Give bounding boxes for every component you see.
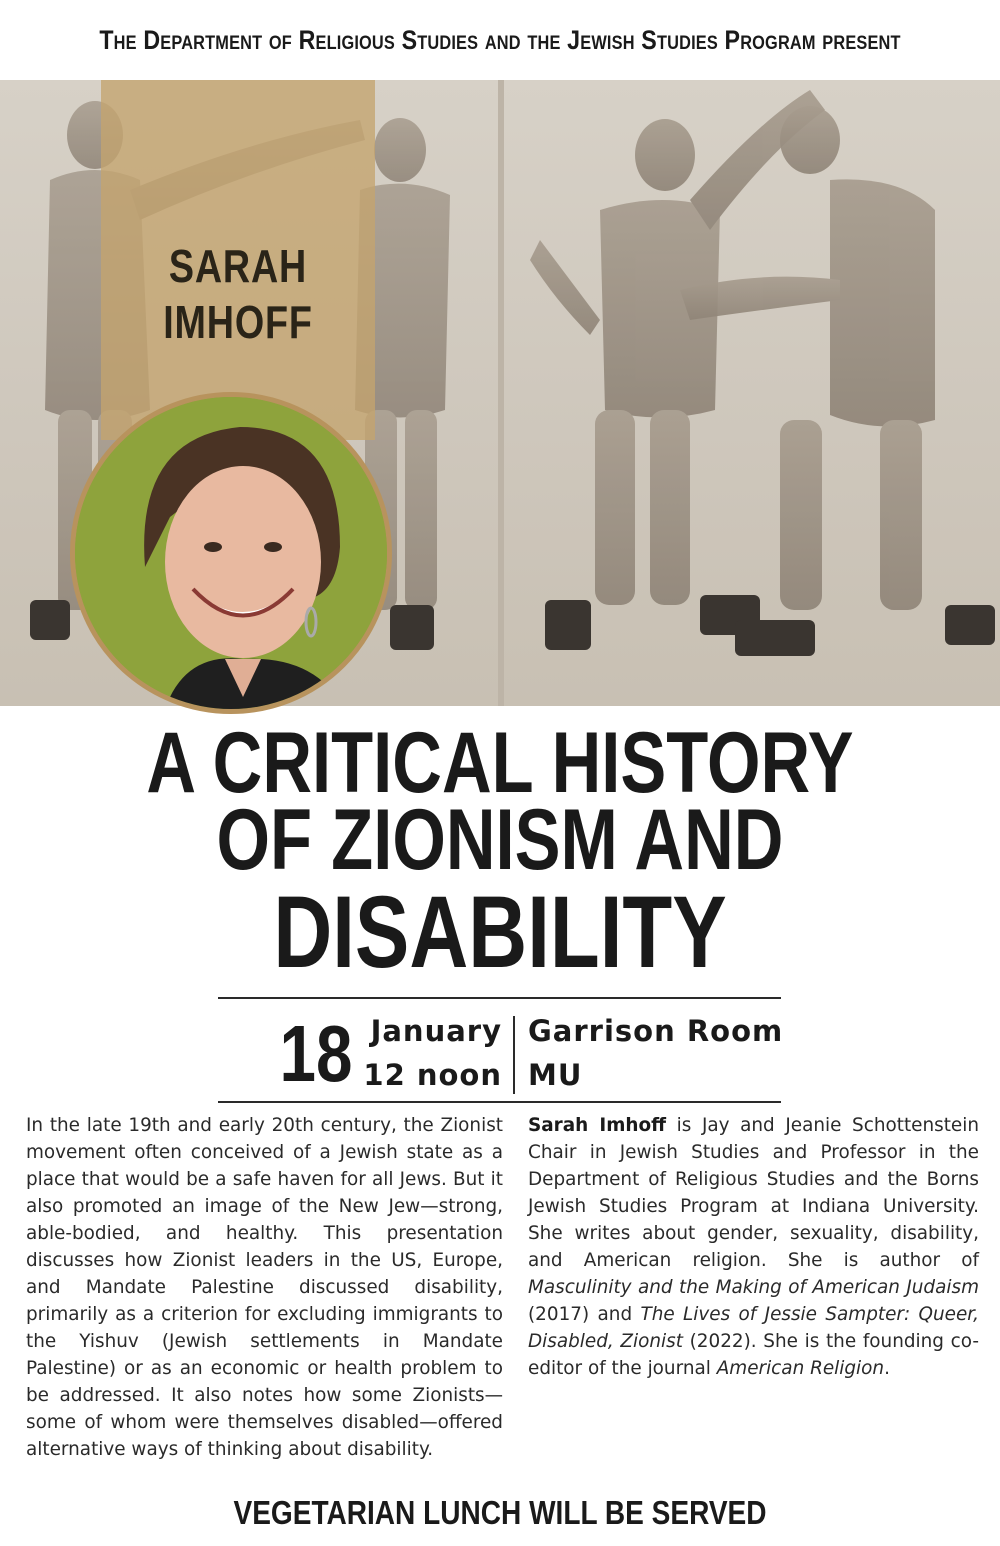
venue-room: Garrison Room [528, 1014, 784, 1048]
abstract-text: In the late 19th and early 20th century, the Zionist movement often conceived of a Jewish state as a place that would be a safe haven for all Jews. But it also promoted an image of the New Jew—strong, able-bodied, and healthy. This presentation discusses how Zionist leaders in the US, Europe, and Mandate Palestine discussed disability, primarily as a criterion for excluding immigrants to the Yishuv (Jewish settlements in Mandate Palestine) or as an economic or health problem to be addressed. It also notes how some Zionists—some of whom were themselves disabled—offered alternative ways of thinking about disability. [26, 1115, 503, 1460]
speaker-portrait [70, 392, 392, 714]
speaker-last-name: IMHOFF [163, 296, 313, 348]
title-line-2: OF ZIONISM AND [216, 792, 784, 888]
bio-journal: American Religion [716, 1358, 885, 1379]
event-time: 12 noon [363, 1058, 502, 1092]
divider-top [218, 997, 781, 999]
title-line-1: A CRITICAL HISTORY [146, 715, 854, 811]
divider-bottom [218, 1101, 781, 1103]
title-line-3: DISABILITY [273, 875, 727, 989]
bio-text-1: is Jay and Jeanie Schottenstein Chair in Jewish Studies and Professor in the Department of Religious Studies and the Borns Jewish Studies Program at Indiana University. She writes about gender, sexuality, disability, and American religion. She is author of [528, 1115, 979, 1271]
bio-text-2: (2017) and [528, 1304, 641, 1325]
lunch-note: VEGETARIAN LUNCH WILL BE SERVED [233, 1494, 767, 1531]
presenter-line [70, 0, 930, 80]
portrait-illustration [75, 397, 387, 709]
event-month: January [370, 1014, 502, 1048]
divider-vertical [513, 1016, 515, 1094]
bio-name: Sarah Imhoff [528, 1115, 667, 1136]
event-day: 18 [279, 1009, 353, 1098]
speaker-bio [528, 1112, 979, 1382]
bio-book-2: The Lives of Jessie Sampter: Queer, Disabled, Zionist [528, 1304, 979, 1352]
bio-text-3: (2022). She is the founding co-editor of the journal [528, 1331, 979, 1379]
speaker-first-name: SARAH [168, 240, 308, 292]
bio-book-1: Masculinity and the Making of American Judaism [528, 1277, 979, 1298]
event-title [0, 715, 1000, 989]
presenter-text: The Department of Religious Studies and the Jewish Studies Program present [99, 24, 901, 55]
speaker-name [126, 238, 351, 350]
venue-building: MU [528, 1058, 583, 1092]
bio-text-4: . [884, 1358, 890, 1379]
